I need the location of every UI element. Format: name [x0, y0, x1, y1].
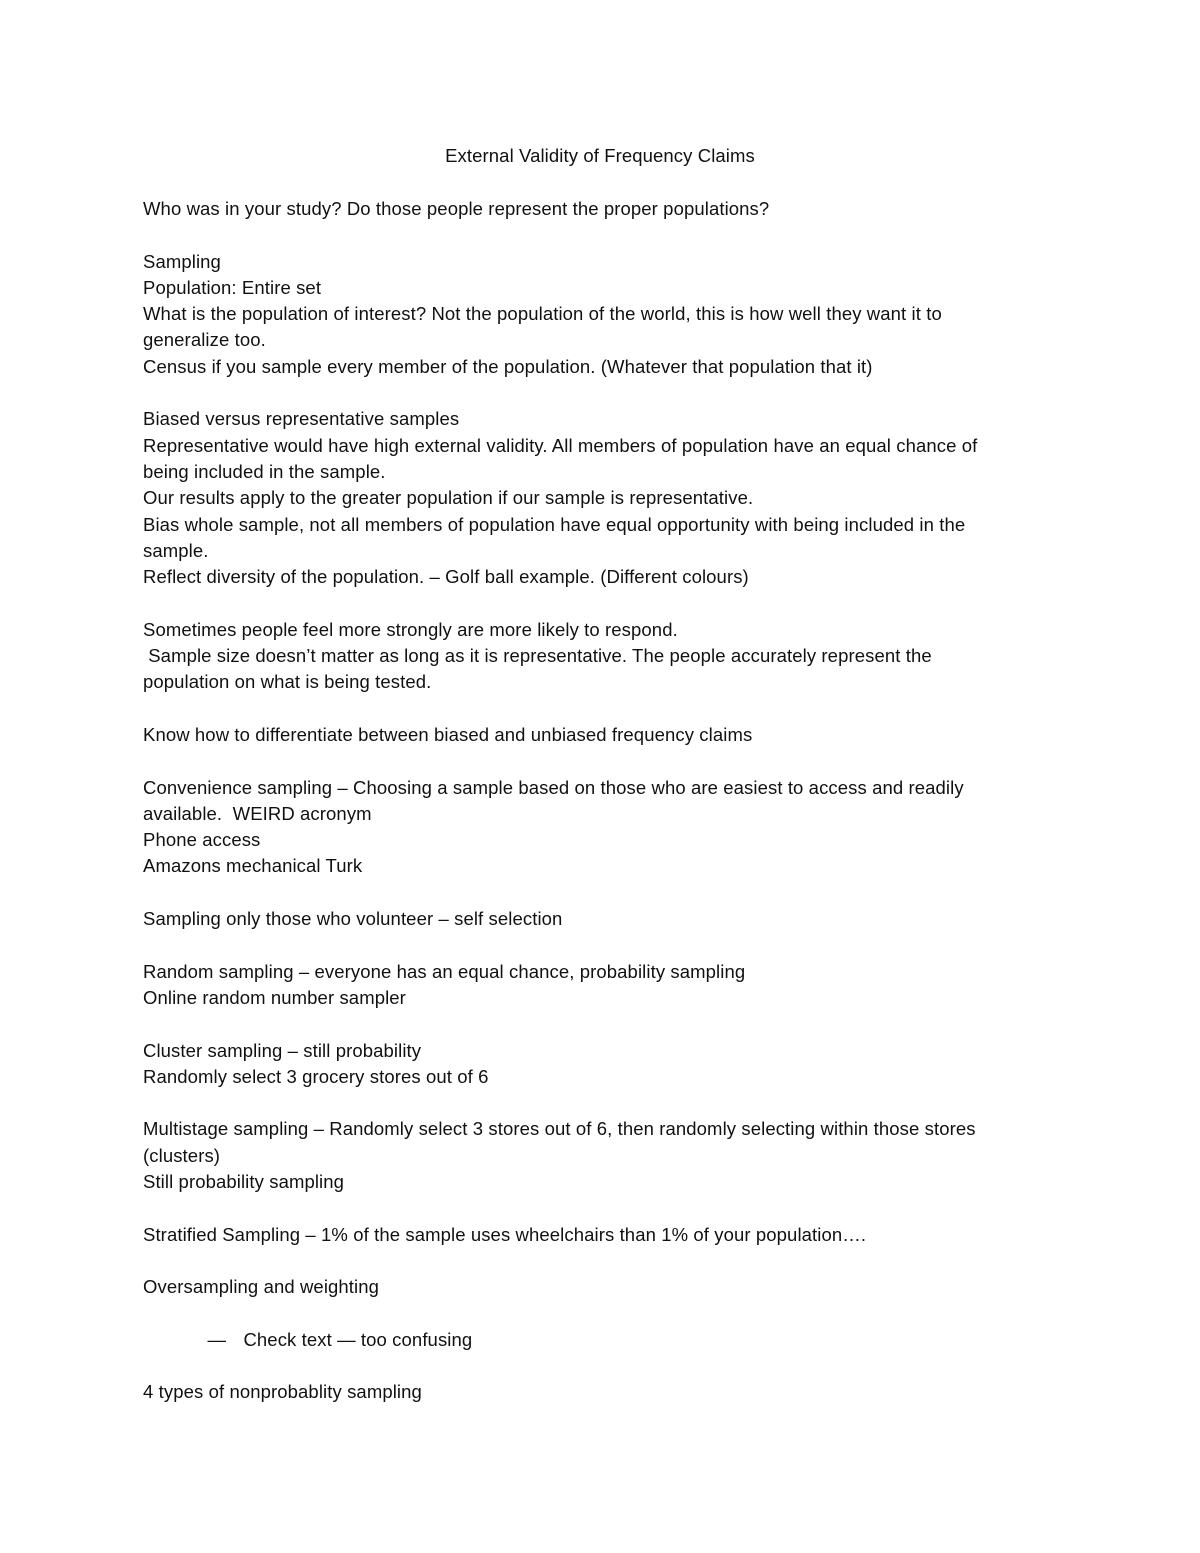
text-line	[143, 696, 1043, 722]
text-line-final: 4 types of nonprobablity sampling	[143, 1381, 422, 1403]
text-line: Amazons mechanical Turk	[143, 855, 363, 877]
text-line: Sometimes people feel more strongly are more likely to respond.	[143, 618, 678, 640]
text-line: Who was in your study? Do those people represent the proper populations?	[143, 198, 770, 219]
blank-line	[143, 1353, 1043, 1379]
document-title: External Validity of Frequency Claims	[445, 145, 755, 166]
text-line: Still probability sampling	[143, 1170, 345, 1192]
bullet-text: Check text — too confusing	[243, 1328, 473, 1350]
text-line: Census if you sample every member of the population. (Whatever that population that it)	[143, 355, 873, 377]
bullet-item	[143, 1300, 1043, 1350]
text-line: Our results apply to the greater population if our sample is representative.	[143, 487, 754, 509]
text-line: generalize too.	[143, 329, 266, 351]
text-line: sample.	[143, 539, 209, 561]
text-line	[143, 380, 1043, 406]
text-line: Multistage sampling – Randomly select 3 stores out of 6, then randomly selecting within those stores	[143, 1118, 976, 1140]
text-line: Know how to differentiate between biased and unbiased frequency claims	[143, 723, 753, 745]
text-line: Cluster sampling – still probability	[143, 1039, 422, 1061]
text-line: (clusters)	[143, 1144, 221, 1166]
text-line: Representative would have high external validity. All members of population have an equal chance of	[143, 434, 978, 456]
text-line: population on what is being tested.	[143, 671, 432, 693]
text-line	[143, 880, 1043, 906]
text-line: What is the population of interest? Not the population of the world, this is how well they want it to	[143, 303, 942, 325]
text-line: Phone access	[143, 829, 261, 851]
text-line	[143, 932, 1043, 958]
text-line	[143, 222, 1043, 248]
dash-bullet-icon: —	[207, 1328, 227, 1350]
text-line	[143, 1090, 1043, 1116]
text-line	[143, 1195, 1043, 1221]
text-line: Bias whole sample, not all members of population have equal opportunity with being included in the	[143, 513, 966, 535]
text-line: Random sampling – everyone has an equal chance, probability sampling	[143, 960, 746, 982]
text-line: Sampling only those who volunteer – self selection	[143, 908, 563, 930]
text-line: Convenience sampling – Choosing a sample based on those who are easiest to access and readily	[143, 776, 964, 798]
section-heading-sampling: Sampling	[143, 250, 221, 272]
text-line: available. WEIRD acronym	[143, 802, 372, 824]
text-line: Reflect diversity of the population. – Golf ball example. (Different colours)	[143, 566, 749, 588]
text-line: Population: Entire set	[143, 276, 322, 298]
text-line: Stratified Sampling – 1% of the sample uses wheelchairs than 1% of your population….	[143, 1223, 867, 1245]
text-line: being included in the sample.	[143, 460, 386, 482]
text-line	[143, 590, 1043, 616]
text-line	[143, 1011, 1043, 1037]
text-line	[143, 1248, 1043, 1274]
text-line: Oversampling and weighting	[143, 1276, 380, 1298]
document-body	[143, 196, 1043, 1406]
text-line: Online random number sampler	[143, 986, 406, 1008]
section-heading-biased: Biased versus representative samples	[143, 408, 460, 430]
text-line: Sample size doesn’t matter as long as it is representative. The people accurately represent the	[143, 645, 932, 667]
text-line: Randomly select 3 grocery stores out of 6	[143, 1065, 489, 1087]
text-line	[143, 748, 1043, 774]
